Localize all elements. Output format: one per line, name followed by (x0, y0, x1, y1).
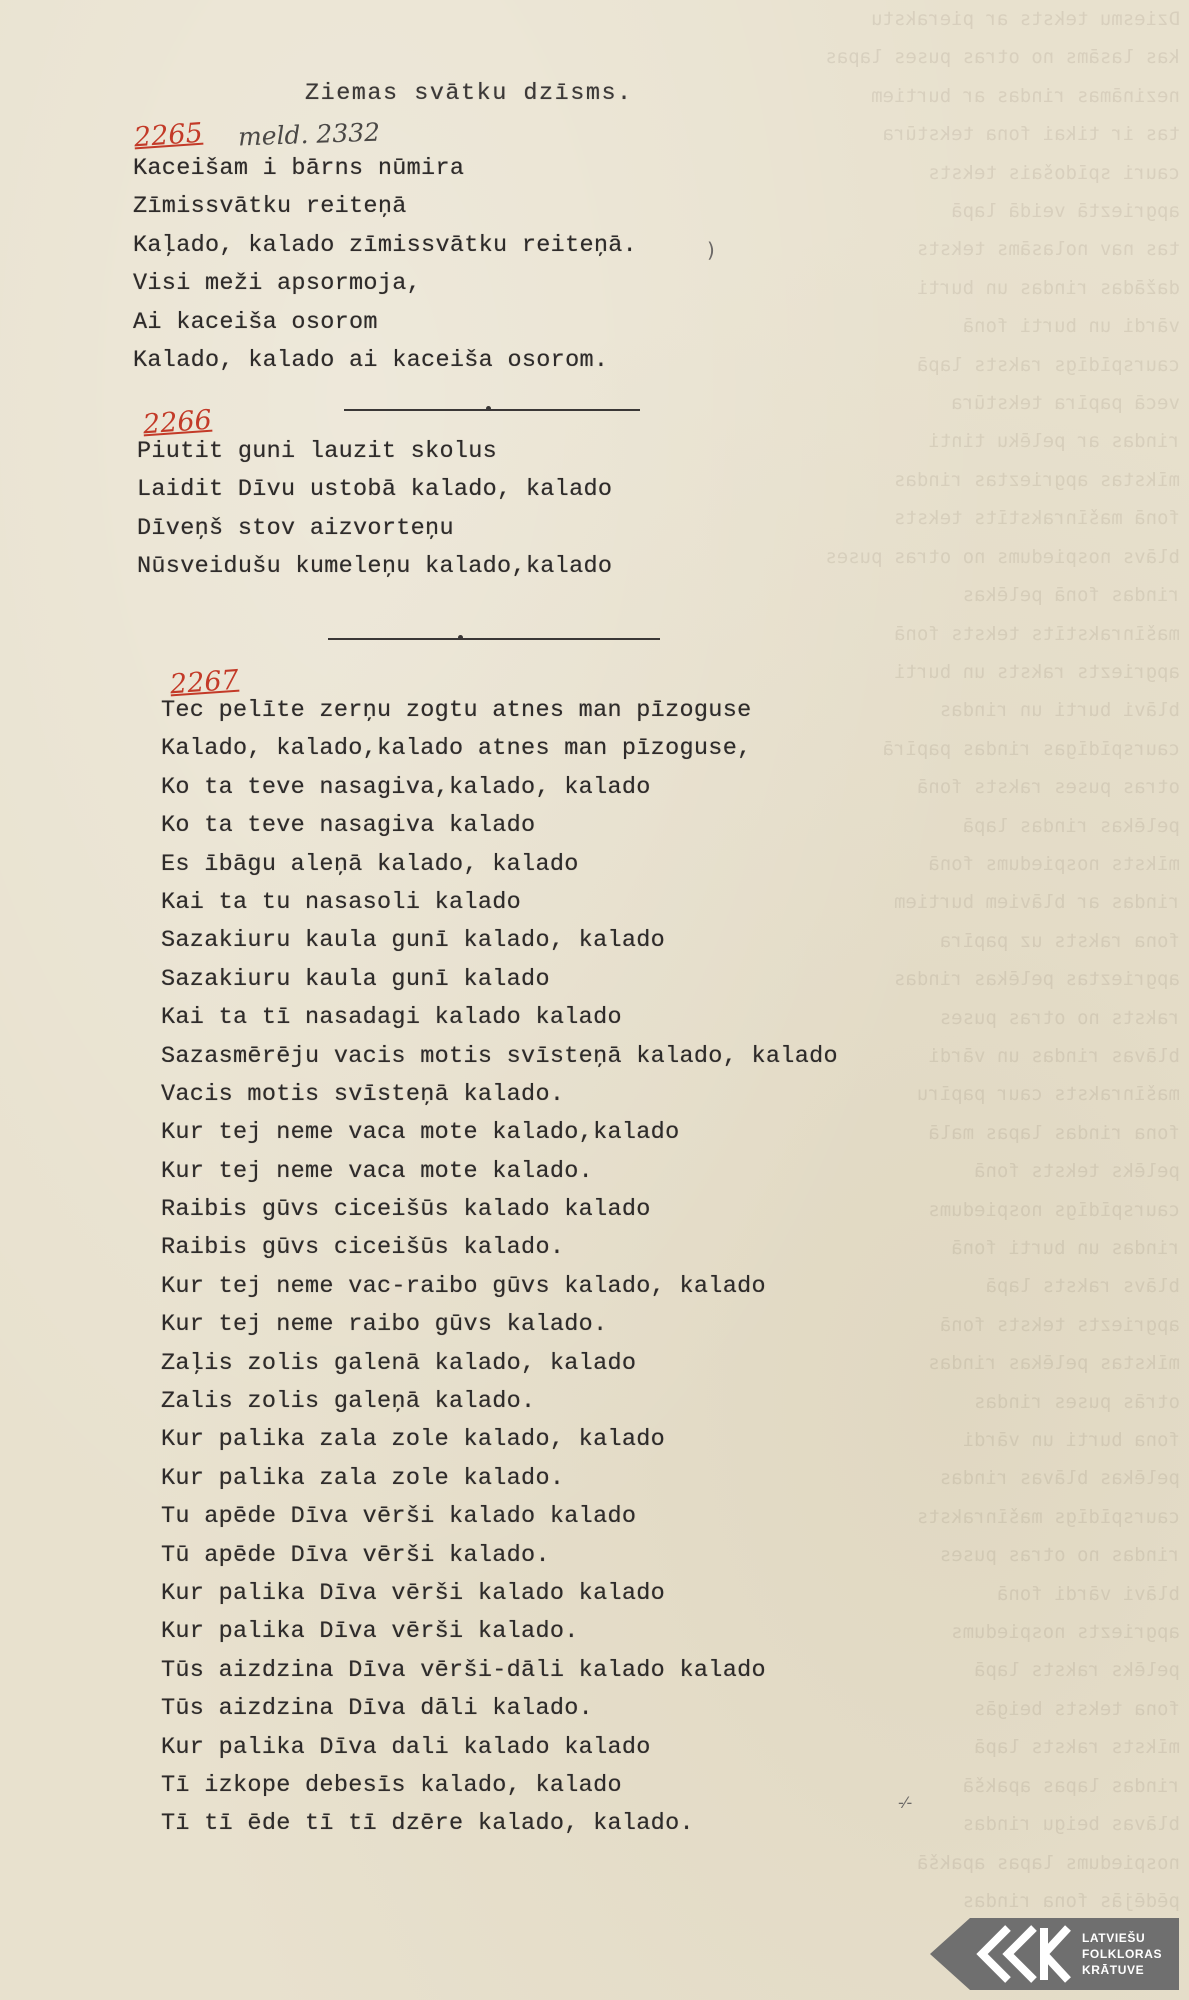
text-line: Visi meži apsormoja, (133, 270, 422, 298)
text-line: Tūs aizdzina Dīva dāli kalado. (161, 1695, 594, 1723)
text-line: Zalis zolis galeņā kalado. (161, 1388, 536, 1416)
text-line: Kur tej neme vaca mote kalado. (161, 1157, 594, 1185)
handwritten-number-2266: 2266 (142, 404, 213, 441)
logo-line: LATVIEŠU (1082, 1931, 1146, 1945)
text-line: Kur palika Dīva vērši kalado kalado (161, 1579, 666, 1607)
text-line: Kur palika Dīva vērši kalado. (161, 1618, 579, 1646)
text-line: Kur palika zala zole kalado, kalado (161, 1426, 666, 1454)
text-line: Kur tej neme vac-raibo gūvs kalado, kalado (161, 1272, 766, 1300)
text-line: Ai kaceiša osorom (133, 308, 378, 336)
handwritten-number-2265: 2265 (133, 117, 204, 154)
stanza-2266 (137, 433, 612, 587)
section-divider (344, 409, 640, 411)
text-line: Laidit Dīvu ustobā kalado, kalado (137, 476, 613, 504)
text-line: Vacis motis svīsteņā kalado. (161, 1080, 565, 1108)
logo-line: KRĀTUVE (1082, 1963, 1145, 1977)
text-line: Ko ta teve nasagiva,kalado, kalado (161, 773, 651, 801)
text-line: Nūsveidušu kumeleņu kalado,kalado (137, 553, 613, 581)
stanza-2267 (161, 692, 838, 1844)
divider-dot (458, 635, 463, 640)
text-line: Piutit guni lauzit skolus (137, 438, 498, 465)
text-line: Zaļis zolis galenā kalado, kalado (161, 1349, 637, 1377)
logo-line: FOLKLORAS (1082, 1947, 1163, 1961)
pencil-mark: -⁄- (898, 1793, 913, 1812)
text-line: Ko ta teve nasagiva kalado (161, 812, 536, 840)
text-line: Kaceišam i bārns nūmira (133, 155, 465, 182)
text-line: Tec pelīte zerņu zogtu atnes man pīzoguse (161, 697, 752, 724)
text-line: Raibis gūvs ciceišūs kalado. (161, 1234, 565, 1262)
text-line: Kaļado, kalado zīmissvātku reiteņā. (133, 231, 638, 259)
logo-text (1082, 1930, 1178, 1978)
text-line: Kur palika zala zole kalado. (161, 1464, 565, 1492)
text-line: Kai ta tu nasasoli kalado (161, 888, 522, 916)
show-through-texture: Dziesmu teksts ar pierakstu kas lasāms no otras puses lapas nezināmas rindas ar burtiem tas ir tikai fona tekstūra cauri spīdošais teksts apgrieztā veidā lapā tas nav nolasāms teksts dažādas rindas un burti vārdi un burti fonā caurspīdīgs raksts lapā vecā papīra tekstūra rindas ar pelēku tinti mīkstas apgrieztas rindas fonā mašīnrakstīts teksts blāvs nospiedums no otras puses rindas fonā pelēkas mašīnrakstīts teksts fonā apgriezts raksts un burti blāvi burti un rindas caurspīdīgas rindas papīrā otras puses raksts fonā pelēkas rindas lapā mīksts nospiedums fonā rindas ar blāviem burtiem fona raksts uz papīra apgrieztas pelēkas rindas raksts no otras puses blāvas rindas un vārdi mašīnraksts caur papīru fona rindas lapas malā pelēks teksts fonā caurspīdīgs nospiedums rindas un burti fonā blāvs raksts lapā apgriezts teksts fonā mīkstas pelēkas rindas otrās puses rindas fona burti un vārdi pelēkas blāvas rindas caurspīdīgs mašīnraksts rindas no otras puses blāvi vārdi fonā apgriezts nospiedums pelēks raksts lapā fona teksts beigās mīksts raksts lapā rindas lapas apakšā blāvas beigu rindas nospiedums lapas apakšā pēdējās fona rindas (825, 8, 1180, 1912)
text-line: Tī izkope debesīs kalado, kalado (161, 1771, 622, 1799)
text-line: Tūs aizdzina Dīva vērši-dāli kalado kalado (161, 1656, 766, 1684)
text-line: Tū apēde Dīva vērši kalado. (161, 1541, 550, 1569)
stanza-2265 (133, 150, 637, 380)
text-line: Kalado, kalado ai kaceiša osorom. (133, 346, 609, 374)
divider-dot (486, 406, 491, 411)
text-line: Kalado, kalado,kalado atnes man pīzoguse, (161, 735, 752, 763)
text-line: Kur tej neme vaca mote kalado,kalado (161, 1119, 680, 1147)
text-line: Kur palika Dīva dali kalado kalado (161, 1733, 651, 1761)
archive-logo (930, 1918, 1179, 1990)
text-line: Tu apēde Dīva vērši kalado kalado (161, 1503, 637, 1531)
text-line: Kai ta tī nasadagi kalado kalado (161, 1004, 622, 1032)
text-line: Sazasmērēju vacis motis svīsteņā kalado, kalado (161, 1042, 838, 1070)
text-line: Sazakiuru kaula gunī kalado, kalado (161, 927, 666, 955)
text-line: Raibis gūvs ciceišūs kalado kalado (161, 1196, 651, 1224)
handwritten-melody-note: meld. 2332 (237, 117, 381, 152)
text-line: Dīveņš stov aizvorteņu (137, 514, 454, 542)
text-line: Sazakiuru kaula gunī kalado (161, 965, 550, 993)
text-line: Zīmissvātku reiteņā (133, 193, 407, 221)
text-line: Es ībāgu aleņā kalado, kalado (161, 850, 579, 878)
song-title: Ziemas svātku dzīsms. (305, 80, 633, 107)
text-line: Tī tī ēde tī tī dzēre kalado, kalado. (161, 1810, 694, 1838)
handwritten-number-2267: 2267 (169, 664, 240, 701)
text-line: Kur tej neme raibo gūvs kalado. (161, 1311, 608, 1339)
pencil-mark: ) (707, 238, 715, 262)
section-divider (328, 638, 660, 640)
